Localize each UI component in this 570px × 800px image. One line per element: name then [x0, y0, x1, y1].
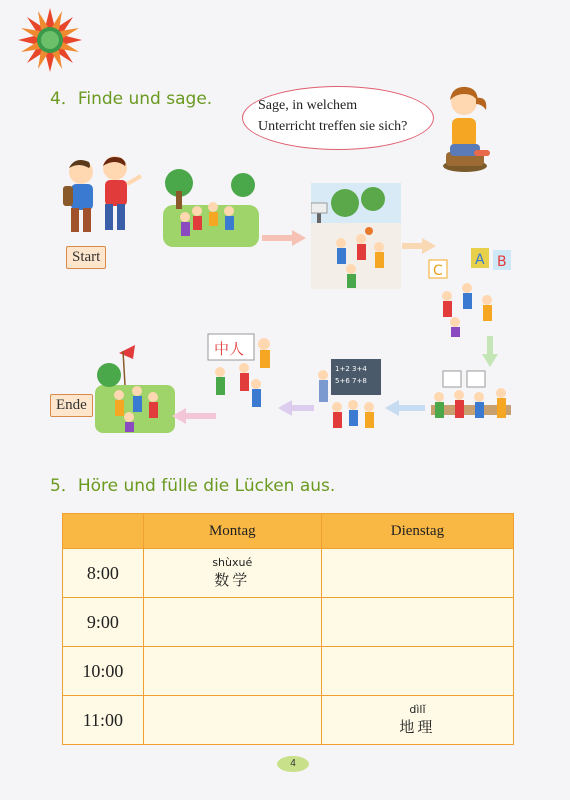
time-cell: 8:00: [63, 549, 144, 598]
svg-text:A: A: [475, 252, 485, 268]
arrow-left-icon: [172, 406, 216, 426]
table-row: [63, 696, 514, 745]
time-cell: 11:00: [63, 696, 144, 745]
header-monday: Montag: [143, 514, 321, 549]
arrow-right-icon: [262, 228, 308, 248]
arrow-right-icon: [402, 236, 438, 256]
exercise-4-heading: 4．Finde und sage.: [50, 89, 213, 109]
scene-playground: [163, 165, 259, 247]
time-cell: 9:00: [63, 598, 144, 647]
monday-cell[interactable]: [143, 549, 321, 598]
schedule-table: [62, 513, 514, 745]
hanzi-text: 数学: [214, 571, 251, 589]
sun-logo-icon: [10, 6, 90, 78]
two-boys-illustration: [55, 150, 143, 242]
end-label: Ende: [50, 394, 93, 417]
arrow-left-icon: [278, 398, 314, 418]
table-row: [63, 549, 514, 598]
pinyin-text: shùxué: [212, 556, 253, 569]
scene-math-class: [313, 355, 383, 435]
hanzi-text: 地理: [399, 718, 436, 736]
monday-cell[interactable]: [143, 598, 321, 647]
scene-letters-class: [427, 242, 517, 338]
page-number: 4: [277, 756, 309, 772]
bubble-line-2: Unterricht treffen sie sich?: [258, 119, 408, 134]
tuesday-cell[interactable]: [321, 696, 513, 745]
pinyin-text: dìlǐ: [409, 703, 426, 716]
table-row: [63, 647, 514, 696]
monday-cell[interactable]: [143, 696, 321, 745]
table-header-row: [63, 514, 514, 549]
tuesday-cell[interactable]: [321, 598, 513, 647]
scene-outdoor-end: [95, 345, 175, 433]
svg-text:1+2 3+4: 1+2 3+4: [335, 365, 367, 373]
thinking-girl-illustration: [430, 80, 500, 176]
svg-text:中人: 中人: [214, 340, 245, 358]
time-cell: 10:00: [63, 647, 144, 696]
arrow-down-icon: [480, 336, 500, 368]
table-row: [63, 598, 514, 647]
scene-basketball: [311, 183, 401, 289]
tuesday-cell[interactable]: [321, 647, 513, 696]
header-time: [63, 514, 144, 549]
monday-cell[interactable]: [143, 647, 321, 696]
tuesday-cell[interactable]: [321, 549, 513, 598]
scene-chinese-class: [200, 330, 282, 412]
svg-text:B: B: [497, 254, 507, 270]
speech-bubble-text: [258, 95, 438, 137]
scene-art-class: [425, 367, 517, 433]
svg-text:C: C: [433, 263, 443, 279]
start-label: Start: [66, 246, 106, 269]
svg-text:5+6 7+8: 5+6 7+8: [335, 377, 367, 385]
arrow-left-icon: [385, 398, 425, 418]
bubble-line-1: Sage, in welchem: [258, 98, 358, 113]
exercise-5-heading: 5．Höre und fülle die Lücken aus.: [50, 476, 336, 496]
header-tuesday: Dienstag: [321, 514, 513, 549]
